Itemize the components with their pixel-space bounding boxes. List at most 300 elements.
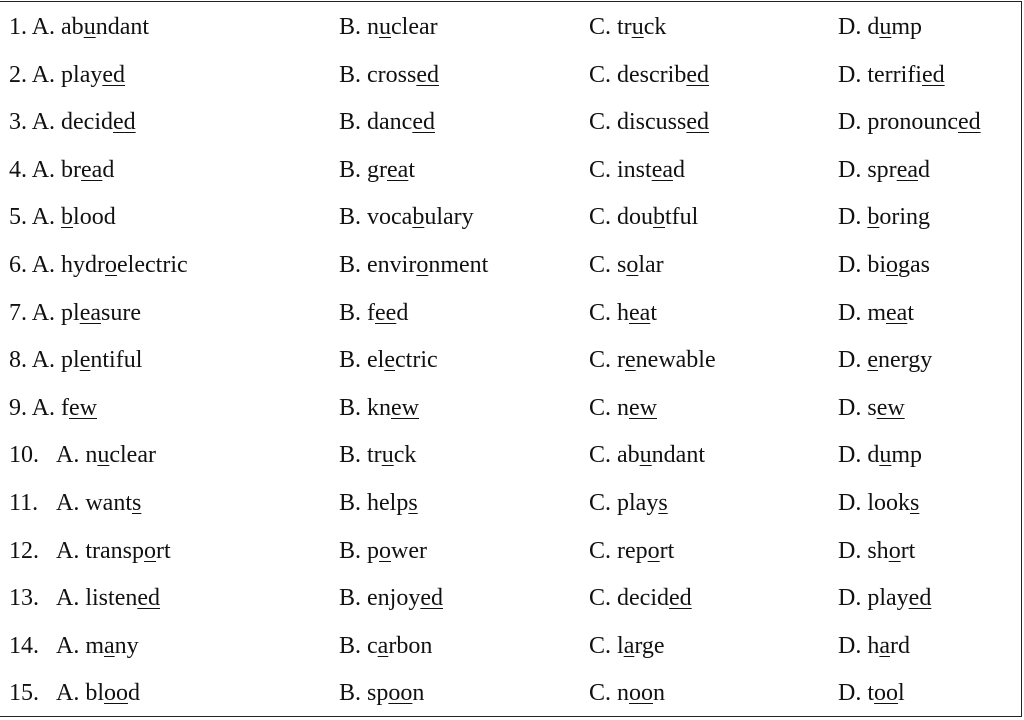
option-letter: B.	[339, 490, 362, 516]
option-a	[9, 385, 97, 432]
underlined-part: a	[377, 632, 389, 659]
option-letter: D.	[838, 61, 862, 88]
option-word	[367, 157, 415, 183]
word-suffix: ctric	[395, 347, 438, 374]
word-suffix: n	[653, 680, 666, 707]
option-b	[339, 147, 415, 194]
word-prefix: gr	[367, 156, 388, 183]
option-c	[589, 337, 716, 384]
option-letter: D.	[838, 299, 862, 326]
option-letter: A.	[56, 585, 80, 612]
word-suffix: ndant	[95, 14, 150, 40]
word-suffix: gas	[898, 252, 931, 278]
option-c	[589, 242, 664, 289]
option-word	[867, 538, 915, 564]
option-c	[589, 147, 685, 194]
underlined-part: e	[384, 347, 395, 374]
word-prefix: play	[61, 61, 103, 88]
word-suffix: d	[102, 156, 115, 183]
word-suffix: wer	[391, 537, 427, 564]
option-b	[339, 99, 435, 146]
question-number: 6.	[9, 252, 27, 278]
question-row	[0, 623, 1022, 670]
option-word	[61, 347, 142, 373]
option-letter: C.	[589, 14, 612, 40]
word-prefix: decid	[61, 109, 114, 136]
word-suffix: oring	[879, 204, 931, 231]
question-number: 2.	[9, 61, 27, 88]
option-b	[339, 480, 418, 527]
word-prefix: m	[867, 299, 887, 326]
word-prefix: pronounc	[867, 109, 958, 136]
question-number: 12.	[9, 537, 39, 564]
underlined-part: ed	[958, 109, 981, 136]
option-letter: B.	[339, 14, 362, 40]
option-word	[367, 252, 488, 278]
underlined-part: ew	[876, 394, 905, 421]
option-word	[617, 300, 657, 326]
option-word	[617, 395, 657, 421]
underlined-part: u	[879, 442, 892, 469]
underlined-part: a	[623, 632, 635, 659]
option-b	[339, 432, 416, 479]
question-number: 3.	[9, 109, 27, 136]
option-word	[367, 109, 435, 135]
option-a	[9, 670, 140, 717]
option-d	[838, 99, 981, 146]
question-number: 1.	[9, 14, 27, 40]
word-prefix: d	[867, 14, 880, 40]
question-row	[0, 528, 1022, 575]
option-b	[339, 290, 408, 337]
question-row	[0, 480, 1022, 527]
option-letter: C.	[589, 394, 612, 421]
word-suffix: rt	[659, 537, 675, 564]
option-d	[838, 194, 930, 241]
option-word	[367, 490, 418, 516]
option-a	[9, 528, 171, 575]
option-a	[9, 147, 114, 194]
option-c	[589, 432, 705, 479]
option-word	[867, 62, 944, 88]
option-letter: C.	[589, 156, 612, 183]
option-letter: B.	[339, 204, 362, 231]
underlined-part: o	[144, 537, 156, 564]
option-c	[589, 52, 709, 99]
underlined-part: ed	[686, 61, 709, 88]
option-word	[367, 14, 438, 40]
word-prefix: play	[617, 490, 659, 516]
option-letter: C.	[589, 109, 612, 136]
option-letter: B.	[339, 394, 362, 421]
underlined-part: ee	[375, 299, 397, 326]
underlined-part: oo	[874, 680, 899, 707]
word-prefix: inst	[617, 156, 652, 183]
word-suffix: sure	[101, 299, 141, 326]
option-word	[867, 347, 932, 373]
option-d	[838, 575, 931, 622]
underlined-part: e	[79, 347, 91, 374]
option-letter: A.	[31, 347, 56, 374]
option-c	[589, 623, 665, 670]
word-prefix: enjoy	[367, 585, 421, 612]
word-prefix: n	[367, 14, 380, 40]
option-a	[9, 623, 139, 670]
word-suffix: d	[918, 156, 930, 183]
question-row	[0, 385, 1022, 432]
word-suffix: mp	[891, 442, 923, 469]
word-prefix: bl	[85, 680, 105, 707]
option-word	[617, 109, 709, 135]
word-prefix: br	[61, 156, 82, 183]
option-letter: A.	[31, 156, 56, 183]
option-a	[9, 480, 141, 527]
option-letter: D.	[838, 14, 862, 40]
word-suffix: t	[907, 299, 914, 326]
word-suffix: ny	[114, 632, 139, 659]
option-letter: B.	[339, 109, 362, 136]
option-word	[367, 442, 416, 468]
option-letter: D.	[838, 680, 862, 707]
word-suffix: rbon	[388, 632, 433, 659]
underlined-part: b	[412, 204, 425, 231]
option-word	[61, 204, 116, 230]
word-suffix: rd	[890, 632, 910, 659]
option-letter: A.	[31, 299, 56, 326]
option-word	[617, 490, 668, 516]
underlined-part: o	[647, 537, 660, 564]
word-prefix: transp	[85, 537, 144, 564]
option-word	[85, 490, 141, 516]
underlined-part: e	[867, 347, 878, 374]
option-c	[589, 290, 657, 337]
option-letter: A.	[56, 680, 80, 707]
option-a	[9, 99, 136, 146]
option-a	[9, 337, 142, 384]
option-word	[617, 204, 698, 230]
option-c	[589, 575, 692, 622]
question-number: 14.	[9, 632, 39, 659]
underlined-part: s	[132, 490, 142, 516]
option-word	[867, 157, 930, 183]
option-word	[367, 62, 439, 88]
option-letter: A.	[31, 204, 56, 231]
word-prefix: cross	[367, 61, 417, 88]
word-prefix: l	[617, 632, 624, 659]
option-word	[867, 680, 904, 706]
word-prefix: n	[617, 394, 630, 421]
option-word	[367, 633, 432, 659]
option-letter: B.	[339, 347, 362, 374]
option-word	[61, 300, 141, 326]
word-prefix: p	[367, 537, 380, 564]
word-prefix: c	[367, 632, 378, 659]
option-d	[838, 528, 915, 575]
word-prefix: help	[367, 490, 409, 516]
word-prefix: tr	[367, 442, 382, 469]
underlined-part: u	[97, 442, 110, 469]
word-prefix: kn	[367, 394, 392, 421]
word-prefix: danc	[367, 109, 413, 136]
option-b	[339, 52, 439, 99]
word-prefix: sp	[367, 680, 389, 707]
word-suffix: clear	[109, 442, 156, 469]
underlined-part: ed	[669, 585, 692, 612]
option-letter: D.	[838, 252, 862, 278]
word-suffix: lood	[73, 204, 116, 231]
option-letter: D.	[838, 394, 862, 421]
option-word	[867, 633, 910, 659]
word-suffix: clear	[391, 14, 438, 40]
option-b	[339, 528, 427, 575]
option-letter: D.	[838, 632, 862, 659]
word-suffix: ndant	[651, 442, 705, 469]
underlined-part: ea	[629, 299, 651, 326]
option-c	[589, 670, 665, 717]
underlined-part: o	[379, 537, 392, 564]
word-prefix: n	[85, 442, 98, 469]
word-suffix: ck	[393, 442, 417, 469]
underlined-part: s	[658, 490, 668, 516]
word-prefix: m	[85, 632, 105, 659]
question-row	[0, 670, 1022, 717]
option-word	[617, 442, 705, 468]
word-suffix: nergy	[878, 347, 933, 374]
option-letter: C.	[589, 632, 612, 659]
question-number: 8.	[9, 347, 27, 374]
word-suffix: electric	[117, 252, 188, 278]
option-letter: C.	[589, 347, 612, 374]
option-letter: C.	[589, 204, 612, 231]
underlined-part: o	[888, 537, 901, 564]
word-prefix: play	[867, 585, 909, 612]
word-prefix: describ	[617, 61, 687, 88]
option-c	[589, 194, 698, 241]
question-number: 5.	[9, 204, 27, 231]
underlined-part: ea	[81, 156, 103, 183]
option-a	[9, 290, 141, 337]
option-a	[9, 52, 125, 99]
word-suffix: t	[408, 156, 415, 183]
option-word	[85, 442, 156, 468]
option-d	[838, 385, 905, 432]
option-word	[367, 395, 419, 421]
option-letter: C.	[589, 585, 612, 612]
word-suffix: d	[128, 680, 141, 707]
word-suffix: n	[412, 680, 425, 707]
option-d	[838, 432, 922, 479]
option-word	[617, 14, 666, 40]
option-word	[367, 585, 443, 611]
question-number: 4.	[9, 156, 27, 183]
underlined-part: ed	[137, 585, 160, 612]
option-word	[61, 109, 136, 135]
word-prefix: discuss	[617, 109, 687, 136]
option-letter: B.	[339, 585, 362, 612]
word-prefix: spr	[867, 156, 897, 183]
word-suffix: tful	[665, 204, 699, 231]
option-letter: B.	[339, 537, 362, 564]
option-letter: C.	[589, 442, 612, 469]
option-letter: A.	[56, 442, 80, 469]
option-word	[61, 14, 149, 40]
option-word	[85, 680, 140, 706]
underlined-part: oo	[104, 680, 129, 707]
word-suffix: rt	[156, 537, 171, 564]
option-letter: B.	[339, 252, 362, 278]
underlined-part: u	[639, 442, 652, 469]
option-letter: D.	[838, 109, 862, 136]
word-prefix: decid	[617, 585, 669, 612]
question-number: 15.	[9, 680, 39, 707]
underlined-part: b	[867, 204, 880, 231]
word-prefix: hydr	[61, 252, 106, 278]
word-prefix: listen	[85, 585, 138, 612]
option-c	[589, 385, 657, 432]
word-suffix: rt	[900, 537, 916, 564]
option-b	[339, 575, 443, 622]
option-a	[9, 4, 149, 51]
word-prefix: want	[85, 490, 132, 516]
underlined-part: ea	[896, 156, 918, 183]
option-letter: B.	[339, 632, 362, 659]
underlined-part: ea	[387, 156, 409, 183]
option-a	[9, 575, 160, 622]
option-word	[85, 585, 160, 611]
underlined-part: o	[626, 252, 639, 278]
option-letter: A.	[56, 490, 80, 516]
underlined-part: ed	[420, 585, 443, 612]
option-letter: C.	[589, 680, 612, 707]
option-letter: D.	[838, 490, 862, 516]
underlined-part: ew	[629, 394, 657, 421]
underlined-part: b	[653, 204, 666, 231]
option-c	[589, 528, 674, 575]
underlined-part: ed	[416, 61, 439, 88]
underlined-part: ea	[79, 299, 102, 326]
underlined-part: oo	[388, 680, 413, 707]
option-word	[617, 62, 709, 88]
underlined-part: o	[105, 252, 118, 278]
option-a	[9, 242, 188, 289]
option-word	[617, 157, 685, 183]
option-b	[339, 242, 488, 289]
option-word	[617, 585, 692, 611]
word-prefix: ab	[617, 442, 640, 469]
option-letter: D.	[838, 585, 862, 612]
underlined-part: u	[83, 14, 96, 40]
word-prefix: rep	[617, 537, 648, 564]
word-prefix: f	[367, 299, 376, 326]
word-prefix: h	[617, 299, 630, 326]
underlined-part: ew	[69, 394, 98, 421]
question-row	[0, 242, 1022, 289]
option-letter: C.	[589, 490, 612, 516]
word-prefix: terrifi	[867, 61, 922, 88]
option-letter: A.	[31, 61, 56, 88]
word-suffix: nment	[428, 252, 489, 278]
word-prefix: pl	[61, 299, 80, 326]
question-row	[0, 337, 1022, 384]
word-prefix: tr	[617, 14, 632, 40]
option-letter: B.	[339, 680, 362, 707]
option-word	[85, 633, 138, 659]
word-suffix: lar	[638, 252, 664, 278]
word-prefix: s	[617, 252, 627, 278]
underlined-part: ed	[908, 585, 932, 612]
word-prefix: r	[617, 347, 626, 374]
word-suffix: l	[898, 680, 905, 707]
underlined-part: ed	[921, 61, 945, 88]
word-prefix: n	[617, 680, 630, 707]
underlined-part: oo	[629, 680, 654, 707]
question-number: 13.	[9, 585, 39, 612]
underlined-part: o	[416, 252, 429, 278]
option-word	[367, 300, 408, 326]
question-row	[0, 52, 1022, 99]
option-word	[367, 347, 438, 373]
option-word	[617, 633, 665, 659]
question-number: 11.	[9, 490, 39, 516]
underlined-part: u	[381, 442, 394, 469]
question-row	[0, 4, 1022, 51]
word-prefix: h	[867, 632, 880, 659]
option-word	[867, 490, 919, 516]
option-letter: D.	[838, 442, 862, 469]
option-letter: D.	[838, 156, 862, 183]
underlined-part: ed	[686, 109, 710, 136]
underlined-part: s	[408, 490, 418, 516]
option-word	[867, 204, 930, 230]
question-row	[0, 99, 1022, 146]
option-word	[61, 157, 114, 183]
underlined-part: ew	[391, 394, 419, 421]
option-word	[867, 14, 922, 40]
word-suffix: rge	[634, 632, 665, 659]
underlined-part: ed	[113, 109, 136, 136]
option-word	[867, 252, 930, 278]
option-c	[589, 480, 668, 527]
question-row	[0, 432, 1022, 479]
word-suffix: newable	[635, 347, 716, 374]
word-prefix: sh	[867, 537, 889, 564]
option-letter: D.	[838, 537, 862, 564]
option-word	[867, 300, 914, 326]
option-letter: C.	[589, 252, 612, 278]
option-word	[367, 204, 474, 230]
word-prefix: ab	[61, 14, 84, 40]
question-row	[0, 147, 1022, 194]
underlined-part: u	[879, 14, 892, 40]
word-prefix: t	[867, 680, 875, 707]
option-letter: B.	[339, 442, 362, 469]
option-word	[867, 442, 922, 468]
option-word	[367, 538, 427, 564]
word-suffix: ntiful	[90, 347, 143, 374]
underlined-part: s	[910, 490, 920, 516]
option-letter: C.	[589, 61, 612, 88]
option-b	[339, 337, 438, 384]
option-b	[339, 4, 438, 51]
question-row	[0, 575, 1022, 622]
option-word	[867, 395, 904, 421]
underlined-part: u	[379, 14, 392, 40]
word-prefix: bi	[867, 252, 887, 278]
option-word	[367, 680, 424, 706]
underlined-part: e	[625, 347, 636, 374]
word-prefix: el	[367, 347, 385, 374]
option-c	[589, 4, 666, 51]
